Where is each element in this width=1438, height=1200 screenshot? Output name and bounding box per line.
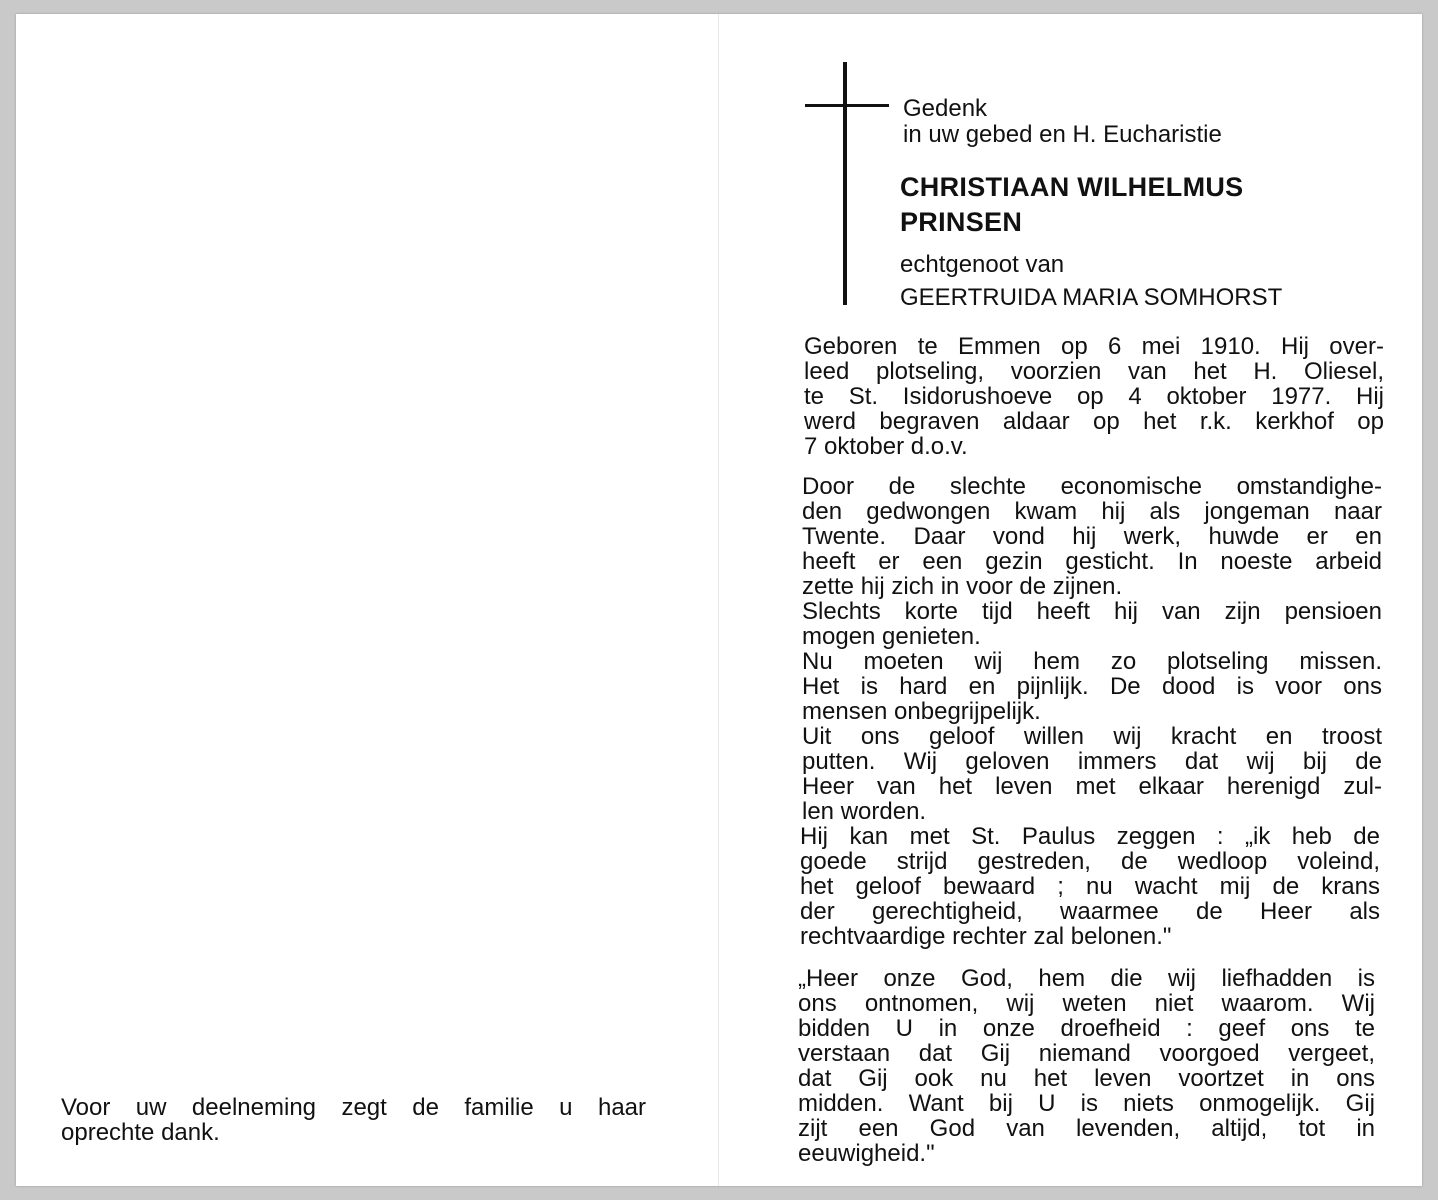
paragraph2-line: mensen onbegrijpelijk. <box>802 698 1041 725</box>
paragraph2-line: rechtvaardige rechter zal belonen." <box>800 923 1172 950</box>
paragraph2-line: Heer van het leven met elkaar herenigd zul- <box>802 773 1382 800</box>
paragraph2-line: het geloof bewaard ; nu wacht mij de krans <box>800 873 1380 900</box>
paragraph2-line: Door de slechte economische omstandighe- <box>802 473 1382 500</box>
paragraph2-line: len worden. <box>802 798 927 825</box>
paragraph2-line: mogen genieten. <box>802 623 981 650</box>
closing-line2: oprechte dank. <box>61 1119 220 1146</box>
paragraph3-line: bidden U in onze droefheid : geef ons te <box>798 1015 1375 1042</box>
paragraph3-line: ons ontnomen, wij weten niet waarom. Wij <box>798 990 1375 1017</box>
paragraph1-line: te St. Isidorushoeve op 4 oktober 1977. Hij <box>804 383 1384 410</box>
paragraph2-line: goede strijd gestreden, de wedloop voleind, <box>800 848 1380 875</box>
paragraph1-line: leed plotseling, voorzien van het H. Oliesel, <box>804 358 1384 385</box>
paragraph3-line: midden. Want bij U is niets onmogelijk. Gij <box>798 1090 1375 1117</box>
paragraph2-line: Nu moeten wij hem zo plotseling missen. <box>802 648 1382 675</box>
paragraph2-line: Uit ons geloof willen wij kracht en troost <box>802 723 1382 750</box>
cross-icon <box>843 62 847 305</box>
paragraph2-line: der gerechtigheid, waarmee de Heer als <box>800 898 1380 925</box>
spouse-label: echtgenoot van <box>900 251 1065 278</box>
deceased-name-line1: CHRISTIAAN WILHELMUS <box>900 172 1244 202</box>
paragraph1-line: 7 oktober d.o.v. <box>804 433 968 460</box>
cross-icon-bar <box>805 104 889 107</box>
paragraph1-line: Geboren te Emmen op 6 mei 1910. Hij over- <box>804 333 1384 360</box>
paragraph2-line: putten. Wij geloven immers dat wij bij de <box>802 748 1382 775</box>
closing-line1: Voor uw deelneming zegt de familie u haar <box>61 1094 646 1121</box>
paragraph3-line: zijt een God van levenden, altijd, tot in <box>798 1115 1375 1142</box>
paragraph3-line: dat Gij ook nu het leven voortzet in ons <box>798 1065 1375 1092</box>
deceased-name-line2: PRINSEN <box>900 207 1023 237</box>
spouse-name: GEERTRUIDA MARIA SOMHORST <box>900 284 1283 311</box>
paragraph1-line: werd begraven aldaar op het r.k. kerkhof op <box>804 408 1384 435</box>
paragraph2-line: Het is hard en pijnlijk. De dood is voor ons <box>802 673 1382 700</box>
paragraph2-line: heeft er een gezin gesticht. In noeste arbeid <box>802 548 1382 575</box>
paragraph2-line: Hij kan met St. Paulus zeggen : „ik heb de <box>800 823 1380 850</box>
paragraph3-line: verstaan dat Gij niemand voorgoed vergeet, <box>798 1040 1375 1067</box>
closing-thanks <box>61 1095 646 1145</box>
header-gedenk: Gedenk <box>903 95 988 122</box>
paragraph2-line: Slechts korte tijd heeft hij van zijn pensioen <box>802 598 1382 625</box>
paragraph3-line: „Heer onze God, hem die wij liefhadden is <box>798 965 1375 992</box>
paragraph2-line: den gedwongen kwam hij als jongeman naar <box>802 498 1382 525</box>
paragraph2-line: Twente. Daar vond hij werk, huwde er en <box>802 523 1382 550</box>
card-fold <box>718 14 719 1186</box>
header-prayer: in uw gebed en H. Eucharistie <box>903 121 1222 148</box>
paragraph3-line: eeuwigheid." <box>798 1140 935 1167</box>
paragraph2-line: zette hij zich in voor de zijnen. <box>802 573 1123 600</box>
